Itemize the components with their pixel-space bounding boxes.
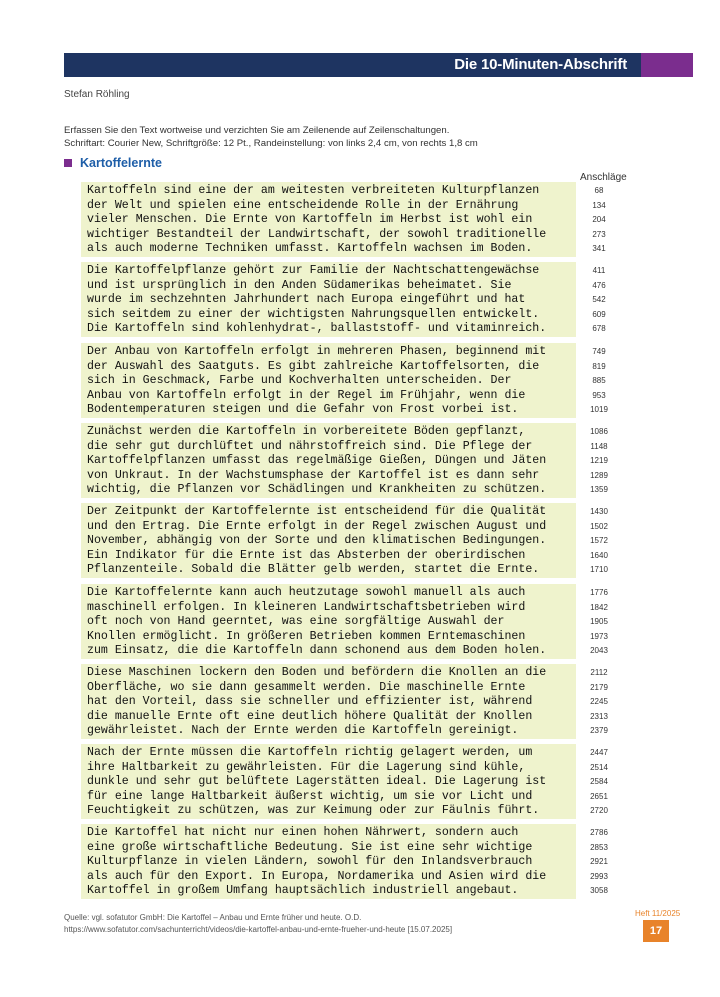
- keystroke-count: 953: [592, 390, 606, 400]
- keystroke-count: 2993: [590, 871, 608, 881]
- text-line: die manuelle Ernte oft eine deutlich höhere Qualität der Knollen: [87, 709, 533, 723]
- keystroke-count: 2043: [590, 646, 608, 655]
- keystroke-count: 1219: [590, 456, 608, 465]
- keystroke-count: 1572: [590, 536, 608, 545]
- keystroke-count: 749: [592, 347, 606, 356]
- paragraph-block: [81, 343, 576, 418]
- keystroke-count: 2313: [590, 711, 608, 721]
- keystroke-counts: [584, 345, 614, 418]
- keystroke-count: 542: [592, 295, 606, 304]
- text-line: wichtig, die Pflanzen vor Schädlingen und Krankheiten zu schützen.: [87, 483, 547, 496]
- text-line: Kartoffel in großem Umfang hauptsächlich industriell angebaut.: [87, 884, 519, 897]
- header-accent: [641, 53, 693, 77]
- keystroke-count: 2514: [590, 762, 608, 772]
- paragraph-block: [81, 824, 576, 899]
- text-line: dunkle und sehr gut belüftete Lagerstätten ideal. Die Lagerung ist: [87, 775, 547, 788]
- text-line: Anbau von Kartoffeln erfolgt in der Regel im Frühjahr, wenn die: [87, 388, 526, 402]
- keystroke-count: 2179: [590, 682, 608, 692]
- issue-label: Heft 11/2025: [635, 909, 681, 918]
- text-line: für eine lange Haltbarkeit äußerst wichtig, um sie vor Licht und: [87, 789, 533, 803]
- keystroke-count: 2651: [590, 791, 608, 801]
- text-line: Die Kartoffel hat nicht nur einen hohen Nährwert, sondern auch: [87, 826, 519, 839]
- keystroke-count: 1842: [590, 602, 608, 612]
- keystroke-count: 273: [592, 229, 606, 239]
- keystroke-count: 134: [592, 200, 606, 210]
- keystroke-count: 609: [592, 309, 606, 319]
- keystroke-counts: [584, 505, 614, 578]
- text-line: Kulturpflanze in vielen Ländern, sowohl für den Inlandsverbrauch: [87, 855, 533, 868]
- text-line: Kartoffeln sind eine der am weitesten verbreiteten Kulturpflanzen: [87, 184, 540, 197]
- text-line: Kartoffelpflanzen umfasst das regelmäßige Gießen, Düngen und Jäten: [87, 454, 547, 467]
- text-line: und den Ertrag. Die Ernte erfolgt in der Regel zwischen August und: [87, 519, 547, 533]
- text-line: der Welt und spielen eine entscheidende Rolle in der Ernährung: [87, 198, 519, 212]
- keystroke-count: 1905: [590, 617, 608, 626]
- keystroke-count: 1710: [590, 565, 608, 574]
- author-name: Stefan Röhling: [64, 89, 130, 100]
- text-line: Knollen ermöglicht. In größeren Betrieben kommen Erntemaschinen: [87, 629, 526, 643]
- text-line: Nach der Ernte müssen die Kartoffeln richtig gelagert werden, um: [87, 746, 533, 759]
- keystroke-count: 819: [592, 361, 606, 371]
- source-url: https://www.sofatutor.com/sachunterricht/videos/die-kartoffel-anbau-und-ernte-frueher-und-heute [15.07.2025]: [64, 925, 453, 934]
- text-line: sich in Geschmack, Farbe und Kochverhalten unterscheiden. Der: [87, 374, 512, 387]
- keystroke-count: 1086: [590, 427, 608, 436]
- paragraph-block: [81, 182, 576, 257]
- keystroke-count: 1973: [590, 631, 608, 641]
- paragraph-block: [81, 584, 576, 659]
- text-line: als auch moderne Techniken umfasst. Kartoffeln wachsen im Boden.: [87, 242, 533, 255]
- paragraph-block: [81, 423, 576, 498]
- text-line: Diese Maschinen lockern den Boden und befördern die Knollen an die: [87, 666, 547, 679]
- text-line: Pflanzenteile. Sobald die Blätter gelb werden, startet die Ernte.: [87, 563, 540, 576]
- keystroke-counts: [584, 666, 614, 739]
- paragraph-block: [81, 262, 576, 337]
- source-citation: Quelle: vgl. sofatutor GmbH: Die Kartoffel – Anbau und Ernte früher und heute. O.D.: [64, 913, 362, 922]
- keystroke-counts: [584, 826, 614, 899]
- instruction-line-1: Erfassen Sie den Text wortweise und verzichten Sie am Zeilenende auf Zeilenschaltungen.: [64, 125, 450, 136]
- text-line: von Unkraut. In der Wachstumsphase der Kartoffel ist es dann sehr: [87, 468, 540, 482]
- keystroke-counts: [584, 586, 614, 659]
- text-line: zum Einsatz, die die Kartoffeln dann schonend aus dem Boden holen.: [87, 644, 547, 657]
- text-line: der Auswahl des Saatguts. Es gibt zahlreiche Kartoffelsorten, die: [87, 359, 540, 373]
- keystroke-count: 3058: [590, 886, 608, 895]
- keystroke-count: 2245: [590, 697, 608, 706]
- text-line: Zunächst werden die Kartoffeln in vorbereitete Böden gepflanzt,: [87, 425, 526, 438]
- keystroke-count: 1289: [590, 470, 608, 480]
- keystroke-count: 1502: [590, 521, 608, 531]
- keystroke-count: 411: [592, 266, 606, 275]
- keystroke-count: 476: [592, 280, 606, 290]
- text-line: Die Kartoffelpflanze gehört zur Familie der Nachtschattengewächse: [87, 264, 540, 277]
- keystroke-count: 1430: [590, 507, 608, 516]
- text-line: November, abhängig von der Sorte und den klimatischen Bedingungen.: [87, 534, 547, 547]
- keystroke-count: 2921: [590, 857, 608, 866]
- text-line: Ein Indikator für die Ernte ist das Absterben der oberirdischen: [87, 548, 526, 562]
- keystroke-count: 2379: [590, 726, 608, 735]
- keystroke-count: 204: [592, 215, 606, 224]
- bullet-square-icon: [64, 159, 72, 167]
- section-title: Kartoffelernte: [80, 156, 162, 170]
- keystroke-count: 341: [592, 244, 606, 253]
- text-line: wichtiger Bestandteil der Landwirtschaft, der sowohl traditionelle: [87, 227, 547, 241]
- text-line: oft noch von Hand geerntet, was eine sorgfältige Auswahl der: [87, 615, 505, 628]
- text-line: die sehr gut durchlüftet und nährstoffreich sind. Die Pflege der: [87, 439, 533, 453]
- keystroke-counts: [584, 746, 614, 819]
- text-line: vieler Menschen. Die Ernte von Kartoffeln im Herbst ist wohl ein: [87, 213, 533, 226]
- instruction-line-2: Schriftart: Courier New, Schriftgröße: 12 Pt., Randeinstellung: von links 2,4 cm, von rechts 1,8 cm: [64, 138, 478, 149]
- text-line: Feuchtigkeit zu schützen, was zur Keimung oder zur Fäulnis führt.: [87, 804, 540, 817]
- keystroke-count: 1776: [590, 588, 608, 597]
- text-line: Die Kartoffelernte kann auch heutzutage sowohl manuell als auch: [87, 586, 526, 599]
- page-title: Die 10-Minuten-Abschrift: [454, 56, 627, 73]
- keystroke-column-label: Anschläge: [580, 172, 627, 183]
- keystroke-count: 1019: [590, 405, 608, 414]
- keystroke-count: 2786: [590, 828, 608, 837]
- text-line: maschinell erfolgen. In kleineren Landwirtschaftsbetrieben wird: [87, 600, 526, 614]
- keystroke-count: 678: [592, 324, 606, 333]
- text-line: wurde im sechzehnten Jahrhundert nach Europa eingeführt und hat: [87, 293, 526, 306]
- keystroke-counts: [584, 184, 614, 257]
- text-line: sich seitdem zu einer der wichtigsten Nahrungsquellen entwickelt.: [87, 307, 540, 321]
- section-heading: [64, 156, 162, 170]
- text-line: Bodentemperaturen steigen und die Gefahr von Frost vorbei ist.: [87, 403, 519, 416]
- keystroke-counts: [584, 264, 614, 337]
- keystroke-count: 1359: [590, 485, 608, 494]
- keystroke-count: 2720: [590, 806, 608, 815]
- text-line: ihre Haltbarkeit zu gewährleisten. Für die Lagerung sind kühle,: [87, 760, 526, 774]
- keystroke-count: 2584: [590, 777, 608, 786]
- paragraph-block: [81, 664, 576, 739]
- keystroke-count: 2447: [590, 748, 608, 757]
- keystroke-count: 2112: [590, 668, 608, 677]
- text-line: hat den Vorteil, dass sie schneller und effizienter ist, während: [87, 695, 533, 708]
- paragraph-block: [81, 744, 576, 819]
- text-line: eine große wirtschaftliche Bedeutung. Sie ist eine sehr wichtige: [87, 840, 533, 854]
- text-line: Der Zeitpunkt der Kartoffelernte ist entscheidend für die Qualität: [87, 505, 547, 518]
- paragraph-block: [81, 503, 576, 578]
- keystroke-count: 2853: [590, 842, 608, 852]
- header-bar: [64, 53, 641, 77]
- text-line: Oberfläche, wo sie dann gesammelt werden. Die maschinelle Ernte: [87, 680, 526, 694]
- keystroke-count: 1148: [590, 441, 608, 451]
- text-line: Der Anbau von Kartoffeln erfolgt in mehreren Phasen, beginnend mit: [87, 345, 547, 358]
- keystroke-counts: [584, 425, 614, 498]
- page-number: 17: [643, 920, 669, 942]
- text-line: Die Kartoffeln sind kohlenhydrat-, ballaststoff- und vitaminreich.: [87, 322, 547, 335]
- keystroke-count: 68: [594, 186, 604, 195]
- keystroke-count: 1640: [590, 550, 608, 560]
- text-line: gewährleistet. Nach der Ernte werden die Kartoffeln gereinigt.: [87, 724, 519, 737]
- keystroke-count: 885: [592, 376, 606, 385]
- text-line: als auch für den Export. In Europa, Nordamerika und Asien wird die: [87, 869, 547, 883]
- text-line: und ist ursprünglich in den Anden Südamerikas beheimatet. Sie: [87, 278, 512, 292]
